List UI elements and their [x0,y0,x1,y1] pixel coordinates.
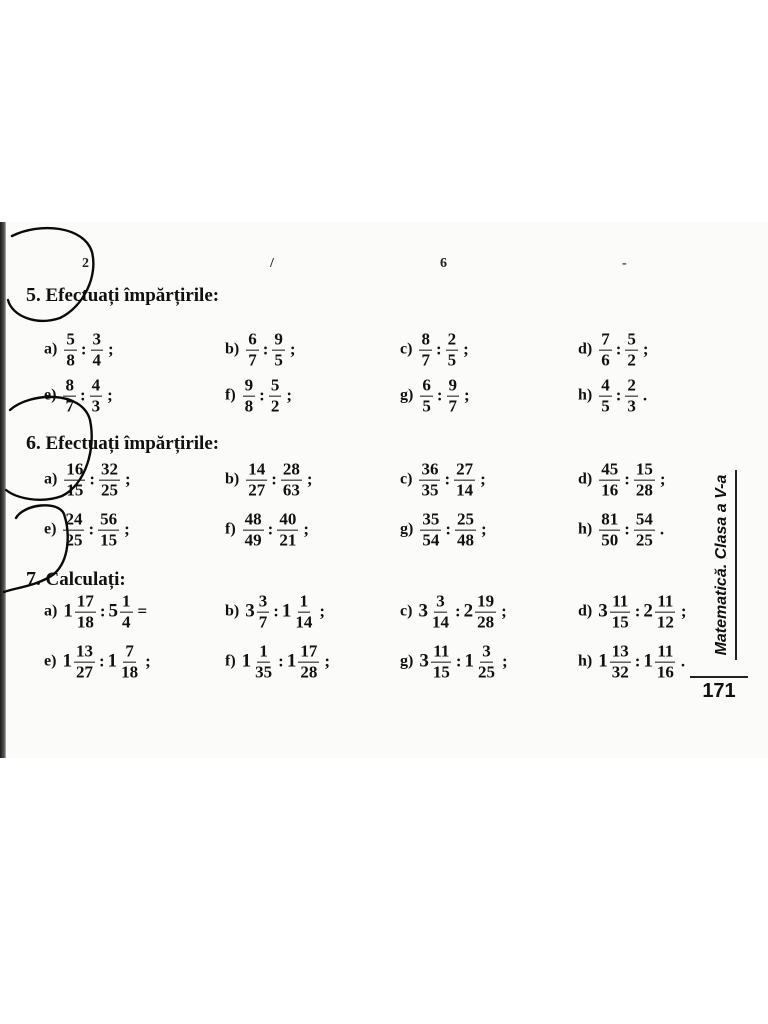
denominator: 15 [66,480,84,500]
numerator: 6 [422,375,431,395]
fraction [420,511,441,550]
item-punctuation: ; [124,520,130,539]
denominator: 18 [76,612,94,632]
whole-part: 2 [463,601,474,622]
whole-part: 1 [63,601,73,622]
fraction [277,511,298,550]
numerator: 17 [76,591,94,611]
denominator: 6 [601,350,610,370]
exercise-item [578,377,647,416]
fraction [281,461,302,500]
numerator: 6 [248,329,257,349]
fraction [610,593,631,632]
division-operator: : [98,652,105,671]
fraction [475,593,496,632]
exercise-item [400,331,469,370]
fraction [634,511,655,550]
cut-off-previous-line [0,256,768,270]
exercise-number: 5 [26,284,36,306]
fraction [625,331,638,370]
fraction [625,377,638,416]
item-punctuation: ; [145,652,151,671]
fraction [269,377,282,416]
exercise-6-title: 6. Efectuați împărțirile: [26,432,220,454]
page-number: 171 [702,680,736,702]
whole-part: 3 [598,601,608,622]
denominator: 3 [627,396,636,416]
fraction [419,461,440,500]
denominator: 15 [432,662,450,682]
fraction [298,643,319,682]
fraction [74,643,95,682]
fraction [63,377,76,416]
numerator: 54 [635,509,653,529]
numerator: 14 [248,459,266,479]
denominator: 25 [101,480,118,500]
item-punctuation: . [659,520,665,539]
fraction [431,643,452,682]
numerator: 15 [635,459,653,479]
division-operator: : [262,340,269,359]
fraction [293,593,314,632]
exercise-number: 7 [26,568,36,590]
denominator: 5 [601,396,610,416]
exercise-item [578,593,687,632]
division-operator: : [444,470,451,489]
numerator: 3 [92,329,101,349]
exercise-item [400,593,507,632]
whole-part: 1 [281,601,292,622]
exercise-item [44,511,130,550]
fraction [419,331,432,370]
exercise-item [578,331,649,370]
item-punctuation: ; [680,602,687,621]
denominator: 16 [656,662,674,682]
numerator: 1 [259,641,268,661]
book-side-title: Matematică. Clasa a V-a [713,474,730,656]
numerator: 9 [244,375,254,395]
division-operator: : [634,602,641,621]
denominator: 54 [422,530,440,550]
numerator: 56 [100,509,118,529]
fraction [246,461,267,500]
denominator: 5 [447,350,457,370]
numerator: 7 [125,641,134,661]
numerator: 2 [447,329,457,349]
exercise-item [225,461,313,500]
denominator: 3 [91,396,101,416]
fraction [246,331,259,370]
numerator: 11 [657,591,674,611]
exercise-item [578,511,664,550]
denominator: 32 [611,662,629,682]
fraction [119,643,140,682]
item-letter: d) [578,471,593,488]
item-punctuation: ; [464,386,470,405]
exercise-item [400,377,470,416]
item-letter: c) [400,341,413,358]
division-operator: : [615,340,622,359]
division-operator: : [634,652,641,671]
exercise-instruction: Efectuați împărțirile: [45,285,220,306]
division-operator: : [99,602,106,621]
denominator: 7 [248,350,257,370]
denominator: 12 [656,612,674,632]
numerator: 27 [456,459,474,479]
denominator: 28 [477,612,495,632]
item-punctuation: ; [502,652,508,671]
item-punctuation: ; [286,386,292,405]
denominator: 2 [270,396,280,416]
item-letter: f) [225,653,236,670]
whole-part: 2 [643,601,653,622]
numerator: 11 [433,641,450,661]
item-punctuation: ; [306,470,313,489]
numerator: 45 [601,459,619,479]
division-operator: : [445,520,451,539]
fraction [454,461,475,500]
item-letter: b) [225,341,240,358]
fraction [599,461,620,500]
denominator: 27 [75,662,93,682]
item-letter: h) [578,387,593,404]
division-operator: : [80,340,87,359]
numerator: 35 [422,509,440,529]
whole-part: 1 [286,651,297,672]
fraction [655,643,676,682]
denominator: 28 [300,662,318,682]
numerator: 9 [274,329,283,349]
numerator: 8 [65,375,74,395]
item-letter: a) [44,603,58,620]
item-letter: d) [578,603,593,620]
cut-off-char: / [270,256,274,271]
exercise-item [44,331,114,370]
denominator: 14 [431,612,449,632]
item-letter: c) [400,603,413,620]
fraction [99,461,120,500]
numerator: 5 [66,329,75,349]
division-operator: : [88,520,95,539]
numerator: 4 [601,375,610,395]
fraction [243,377,256,416]
numerator: 24 [65,509,83,529]
numerator: 1 [299,591,309,611]
exercise-instruction: Calculați: [45,569,126,590]
denominator: 7 [65,396,74,416]
exercise-item [400,511,487,550]
fraction [446,331,459,370]
item-letter: b) [225,603,240,620]
whole-part: 1 [62,651,72,672]
fraction [90,377,103,416]
item-letter: f) [225,387,236,404]
denominator: 18 [121,662,139,682]
item-letter: e) [44,653,57,670]
denominator: 15 [611,612,629,632]
fraction [420,377,433,416]
item-punctuation: ; [642,340,649,359]
side-divider [735,470,737,660]
fraction [476,643,497,682]
fraction [599,511,620,550]
denominator: 15 [100,530,118,550]
item-punctuation: ; [463,340,469,359]
numerator: 5 [270,375,280,395]
item-letter: a) [44,471,58,488]
denominator: 4 [122,612,131,632]
exercise-item [225,511,309,550]
fraction [634,461,655,500]
exercise-5-title: 5. Efectuați împărțirile: [26,284,220,306]
fraction [63,511,84,550]
denominator: 16 [601,480,619,500]
numerator: 2 [627,375,636,395]
numerator: 48 [244,509,262,529]
item-punctuation: ; [501,602,507,621]
division-operator: : [89,470,95,489]
fraction [64,331,77,370]
denominator: 14 [295,612,313,632]
item-letter: e) [44,387,57,404]
fraction [599,331,612,370]
division-operator: : [278,652,284,671]
exercise-item [225,377,292,416]
numerator: 13 [75,641,93,661]
numerator: 16 [66,459,84,479]
division-operator: : [259,386,265,405]
whole-part: 1 [643,651,653,672]
item-letter: h) [578,653,593,670]
whole-part: 3 [418,601,428,622]
item-punctuation: ; [125,470,131,489]
page-binding-shadow [0,222,6,758]
numerator: 5 [627,329,636,349]
denominator: 28 [635,480,653,500]
exercise-item [225,331,296,370]
exercise-item [44,593,147,632]
item-punctuation: ; [480,470,486,489]
numerator: 32 [101,459,118,479]
fraction [447,377,460,416]
fraction [430,593,451,632]
denominator: 8 [244,396,254,416]
fraction [75,593,96,632]
exercise-item [225,643,330,682]
fraction [655,593,676,632]
numerator: 3 [436,591,445,611]
numerator: 11 [612,591,629,611]
denominator: 21 [279,530,297,550]
item-punctuation: = [137,602,148,621]
fraction [610,643,631,682]
division-operator: : [267,520,274,539]
exercise-7-title: 7. Calculați: [26,568,126,590]
whole-part: 1 [464,651,474,672]
denominator: 5 [274,350,283,370]
item-letter: g) [400,521,414,538]
fraction [272,331,285,370]
exercise-item [44,461,131,500]
exercise-item [400,461,486,500]
numerator: 3 [482,641,491,661]
whole-part: 1 [241,651,252,672]
division-operator: : [624,470,630,489]
numerator: 17 [300,641,318,661]
whole-part: 5 [108,601,118,622]
denominator: 7 [258,612,268,632]
fraction [64,461,85,500]
exercise-item [400,643,508,682]
division-operator: : [271,470,277,489]
fraction [455,511,476,550]
division-operator: : [624,520,630,539]
denominator: 7 [448,396,457,416]
numerator: 3 [258,591,268,611]
exercise-item [225,593,325,632]
division-operator: : [435,340,442,359]
fraction [257,593,270,632]
item-letter: e) [44,521,57,538]
numerator: 7 [601,329,610,349]
item-letter: b) [225,471,240,488]
denominator: 35 [255,662,273,682]
item-punctuation: . [642,386,648,405]
whole-part: 3 [245,601,255,622]
fraction [120,593,133,632]
denominator: 25 [65,530,83,550]
denominator: 14 [456,480,474,500]
item-letter: f) [225,521,236,538]
cut-off-char: - [622,256,627,271]
numerator: 81 [601,509,619,529]
numerator: 40 [279,509,297,529]
denominator: 4 [92,350,101,370]
denominator: 63 [282,480,300,500]
item-punctuation: ; [659,470,666,489]
exercise-number: 6 [26,432,36,454]
denominator: 35 [421,480,439,500]
footer-divider [690,676,748,678]
item-punctuation: ; [107,386,113,405]
exercise-item [44,643,151,682]
numerator: 25 [457,509,474,529]
division-operator: : [454,602,461,621]
denominator: 50 [601,530,619,550]
item-punctuation: ; [319,602,326,621]
whole-part: 3 [419,651,429,672]
division-operator: : [436,386,443,405]
fraction [599,377,612,416]
fraction [98,511,119,550]
exercise-instruction: Efectuați împărțirile: [45,433,220,454]
denominator: 25 [478,662,495,682]
fraction [243,511,264,550]
item-letter: g) [400,387,414,404]
whole-part: 1 [107,651,118,672]
exercise-item [578,643,685,682]
numerator: 9 [448,375,457,395]
numerator: 11 [657,641,674,661]
fraction [91,331,104,370]
exercise-item [44,377,113,416]
item-letter: d) [578,341,593,358]
denominator: 8 [66,350,75,370]
item-punctuation: ; [108,340,114,359]
denominator: 25 [635,530,653,550]
denominator: 7 [421,350,430,370]
item-punctuation: ; [289,340,296,359]
item-punctuation: ; [481,520,487,539]
denominator: 27 [248,480,266,500]
denominator: 5 [422,396,431,416]
denominator: 48 [457,530,474,550]
division-operator: : [615,386,622,405]
division-operator: : [79,386,86,405]
numerator: 13 [611,641,629,661]
cut-off-char: 6 [440,256,447,271]
numerator: 8 [421,329,430,349]
item-letter: a) [44,341,58,358]
exercise-item [578,461,666,500]
numerator: 1 [122,591,131,611]
numerator: 4 [91,375,101,395]
numerator: 36 [421,459,439,479]
fraction [253,643,274,682]
item-punctuation: ; [303,520,309,539]
whole-part: 1 [598,651,608,672]
item-punctuation: ; [324,652,330,671]
item-letter: c) [400,471,413,488]
item-letter: g) [400,653,414,670]
denominator: 49 [244,530,262,550]
item-letter: h) [578,521,593,538]
division-operator: : [455,652,462,671]
denominator: 2 [627,350,636,370]
numerator: 19 [477,591,495,611]
item-punctuation: . [680,652,686,671]
numerator: 28 [282,459,300,479]
cut-off-char: 2 [82,256,89,271]
division-operator: : [273,602,279,621]
